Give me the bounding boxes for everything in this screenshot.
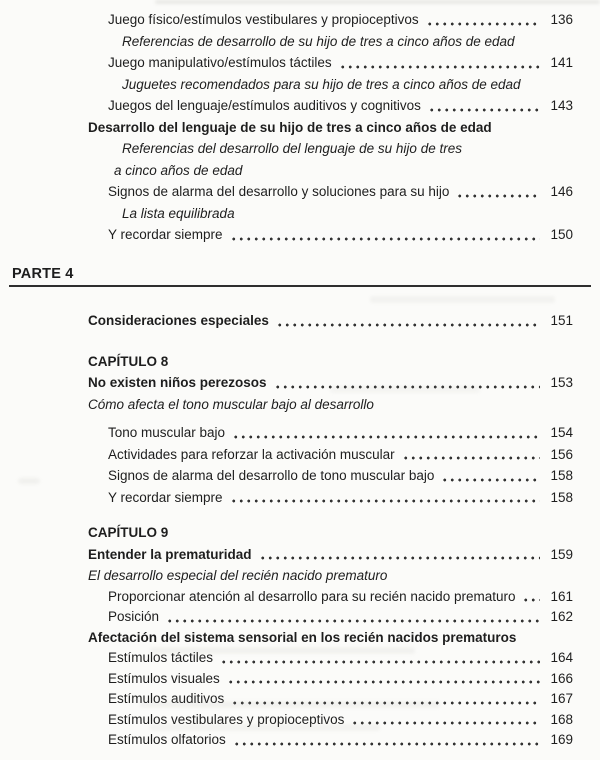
toc-entry-label: Signos de alarma del desarrollo y soluciones para su hijo — [108, 184, 450, 199]
scan-artifact — [370, 296, 555, 303]
toc-entry — [0, 730, 600, 751]
page-number: 158 — [550, 468, 573, 483]
page-number: 166 — [550, 670, 573, 686]
toc-entry-label: Y recordar siempre — [108, 489, 223, 505]
toc-entry — [0, 31, 600, 53]
toc-entry-label: Juego físico/estímulos vestibulares y propioceptivos — [108, 12, 419, 27]
toc-entry — [0, 351, 600, 373]
toc-entry — [0, 628, 600, 649]
toc-entry-label: Actividades para reforzar la activación muscular — [108, 446, 395, 462]
dot-leader — [522, 597, 540, 603]
toc-entry — [0, 465, 600, 487]
toc-entry — [0, 9, 600, 31]
dot-leader — [276, 322, 540, 328]
toc-entry-label: La lista equilibrada — [122, 205, 235, 221]
dot-leader — [232, 434, 540, 440]
toc-entry — [0, 74, 600, 96]
toc-entry — [0, 710, 600, 731]
toc-entry-label: Referencias de desarrollo de su hijo de tres a cinco años de edad — [122, 33, 515, 49]
page-number: 151 — [550, 313, 573, 328]
page-number: 162 — [550, 609, 573, 624]
page-number: 168 — [550, 711, 573, 727]
page-number: 154 — [550, 425, 573, 440]
dot-leader — [402, 455, 540, 461]
toc-section-capitulo8-header — [0, 351, 600, 416]
toc-entry — [0, 669, 600, 690]
dot-leader — [456, 193, 540, 199]
toc-entry — [0, 372, 600, 394]
toc-entry — [0, 394, 600, 416]
toc-section-capitulo9-entries — [0, 587, 600, 751]
dot-leader — [166, 618, 540, 624]
toc-entry-label: Estímulos vestibulares y propioceptivos — [108, 711, 345, 727]
toc-entry — [0, 224, 600, 246]
page-number: 143 — [550, 98, 573, 113]
toc-entry — [0, 689, 600, 710]
part-heading: PARTE 4 — [12, 265, 74, 282]
toc-entry-label: Proporcionar atención al desarrollo para su recién nacido prematuro — [108, 588, 516, 604]
dot-leader — [227, 679, 540, 685]
toc-entry-label: Juegos del lenguaje/estímulos auditivos y cognitivos — [108, 98, 421, 113]
toc-entry-label: a cinco años de edad — [114, 162, 243, 178]
dot-leader — [351, 720, 540, 726]
dot-leader — [274, 384, 540, 390]
toc-entry — [0, 95, 600, 117]
dot-leader — [220, 659, 540, 665]
toc-entry — [0, 522, 600, 544]
toc-entry-label: Estímulos táctiles — [108, 650, 214, 665]
dot-leader — [339, 64, 540, 70]
toc-entry-label: Juguetes recomendados para su hijo de tres a cinco años de edad — [122, 76, 521, 92]
page-number: 153 — [550, 375, 573, 390]
toc-entry — [0, 138, 600, 160]
dot-leader — [233, 741, 540, 747]
page-number: 158 — [550, 489, 573, 505]
toc-entry-label: El desarrollo especial del recién nacido prematuro — [88, 568, 388, 583]
toc-entry-label: Entender la prematuridad — [88, 546, 252, 562]
toc-entry-label: Estímulos visuales — [108, 670, 220, 686]
toc-entry — [0, 648, 600, 669]
page-number: 161 — [550, 588, 573, 604]
toc-entry-label: Desarrollo del lenguaje de su hijo de tres a cinco años de edad — [88, 119, 492, 135]
page-number: 167 — [550, 691, 573, 706]
toc-entry-label: Afectación del sistema sensorial en los recién nacidos prematuros — [88, 629, 517, 645]
toc-entry-label: Signos de alarma del desarrollo de tono muscular bajo — [108, 468, 435, 483]
toc-entry-label: Estímulos auditivos — [108, 691, 225, 706]
dot-leader — [426, 21, 540, 27]
toc-section-chapter7-tail — [0, 0, 600, 246]
toc-entry-label: Cómo afecta el tono muscular bajo al desarrollo — [88, 396, 374, 412]
dot-leader — [259, 555, 540, 561]
dot-leader — [231, 700, 540, 706]
toc-entry — [0, 160, 600, 182]
page-number: 164 — [550, 650, 573, 665]
toc-entry-label: Consideraciones especiales — [88, 313, 269, 328]
toc-section-capitulo9-header — [0, 522, 600, 587]
page-number: 159 — [550, 546, 573, 562]
page-number: 141 — [550, 55, 573, 70]
page-number: 156 — [550, 446, 573, 462]
page-number: 150 — [550, 227, 573, 242]
dot-leader — [428, 107, 540, 113]
toc-entry — [0, 607, 600, 628]
toc-entry — [0, 565, 600, 587]
toc-section-capitulo8-entries — [0, 422, 600, 508]
page-number: 136 — [550, 12, 573, 27]
toc-entry — [0, 422, 600, 444]
toc-entry — [0, 587, 600, 608]
toc-section-part4-title — [0, 310, 600, 332]
part-heading-rule — [9, 285, 591, 288]
toc-entry-label: No existen niños perezosos — [88, 375, 267, 390]
dot-leader — [230, 498, 540, 504]
toc-entry — [0, 52, 600, 74]
toc-entry — [0, 444, 600, 466]
toc-entry-label: Referencias del desarrollo del lenguaje de su hijo de tres — [122, 141, 462, 156]
toc-entry-label: Posición — [108, 609, 160, 624]
toc-entry — [0, 310, 600, 332]
dot-leader — [441, 477, 540, 483]
toc-entry-label: Estímulos olfatorios — [108, 732, 226, 747]
page-number: 146 — [550, 184, 573, 199]
dot-leader — [230, 236, 540, 242]
page-number: 169 — [550, 732, 573, 747]
toc-entry-label: Y recordar siempre — [108, 227, 223, 242]
toc-entry — [0, 117, 600, 139]
toc-entry-label: Juego manipulativo/estímulos táctiles — [108, 55, 332, 70]
toc-entry — [0, 487, 600, 509]
toc-entry-label: CAPÍTULO 9 — [88, 525, 169, 540]
toc-entry-label: CAPÍTULO 8 — [88, 353, 169, 369]
toc-entry — [0, 544, 600, 566]
toc-entry — [0, 181, 600, 203]
toc-entry-label: Tono muscular bajo — [108, 425, 226, 440]
toc-entry — [0, 203, 600, 225]
